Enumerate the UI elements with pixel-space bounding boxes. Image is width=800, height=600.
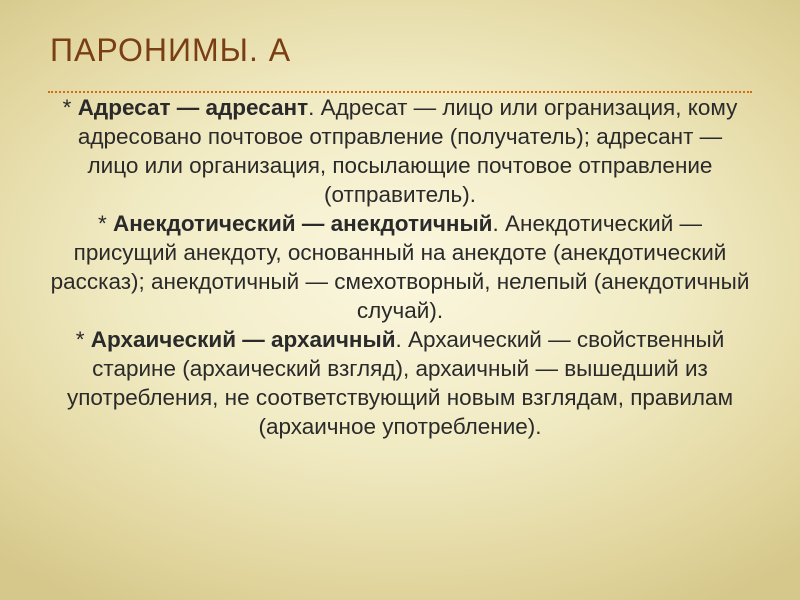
entry-bullet: * <box>97 211 113 236</box>
paronym-entry-arhaicheskij <box>50 325 750 441</box>
entry-term: Анекдотический — анекдотичный <box>112 211 493 236</box>
entry-term: Адресат — адресант <box>77 95 309 120</box>
entry-definition: . Анекдотический — присущий анекдоту, основанный на анекдоте (анекдотический рассказ); анекдотичный — смехотворный, нелепый (анекдотичный случай). <box>50 211 750 323</box>
entry-bullet: * <box>62 95 78 120</box>
slide-content <box>50 93 750 441</box>
paronym-entry-anekdoticheskij <box>50 209 750 325</box>
entry-definition: . Адресат — лицо или огранизация, кому адресовано почтовое отправление (получатель); адресант — лицо или организация, посылающие почтовое отправление (отправитель). <box>77 95 738 207</box>
slide-title: ПАРОНИМЫ. А <box>50 32 292 68</box>
entry-bullet: * <box>75 327 91 352</box>
entry-term: Архаический — архаичный <box>90 327 396 352</box>
paronym-entry-adresat <box>50 93 750 209</box>
entry-definition: . Архаический — свойственный старине (архаический взгляд), архаичный — вышедший из употребления, не соответствующий новым взглядам, правилам (архаичное употребление). <box>66 327 734 439</box>
